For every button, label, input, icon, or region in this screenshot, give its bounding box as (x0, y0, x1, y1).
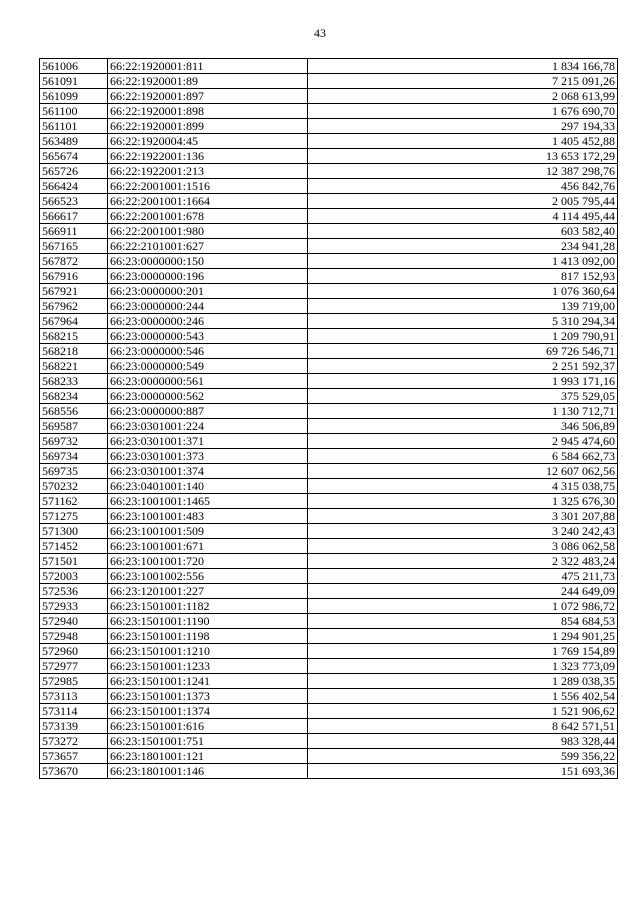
row-id-cell: 573670 (40, 764, 108, 779)
value-cell: 8 642 571,51 (308, 719, 618, 734)
row-id-cell: 567964 (40, 314, 108, 329)
cadastral-number-cell: 66:23:1001001:509 (108, 524, 308, 539)
table-row (40, 59, 618, 74)
table-row (40, 614, 618, 629)
cadastral-number-cell: 66:23:1501001:1241 (108, 674, 308, 689)
cadastral-number-cell: 66:23:0000000:562 (108, 389, 308, 404)
cadastral-number-cell: 66:22:2001001:1664 (108, 194, 308, 209)
row-id-cell: 568221 (40, 359, 108, 374)
cadastral-number-cell: 66:23:0000000:543 (108, 329, 308, 344)
row-id-cell: 572536 (40, 584, 108, 599)
cadastral-number-cell: 66:22:1920004:45 (108, 134, 308, 149)
cadastral-number-cell: 66:23:1501001:616 (108, 719, 308, 734)
row-id-cell: 572977 (40, 659, 108, 674)
row-id-cell: 566523 (40, 194, 108, 209)
cadastral-number-cell: 66:23:0301001:374 (108, 464, 308, 479)
row-id-cell: 571300 (40, 524, 108, 539)
row-id-cell: 573657 (40, 749, 108, 764)
table-row (40, 344, 618, 359)
table-row (40, 269, 618, 284)
table-row (40, 719, 618, 734)
row-id-cell: 573272 (40, 734, 108, 749)
cadastral-number-cell: 66:22:1920001:89 (108, 74, 308, 89)
value-cell: 1 521 906,62 (308, 704, 618, 719)
table-row (40, 164, 618, 179)
table-row (40, 599, 618, 614)
cadastral-number-cell: 66:23:1501001:1210 (108, 644, 308, 659)
value-cell: 4 114 495,44 (308, 209, 618, 224)
row-id-cell: 572003 (40, 569, 108, 584)
row-id-cell: 566911 (40, 224, 108, 239)
row-id-cell: 565726 (40, 164, 108, 179)
value-cell: 1 323 773,09 (308, 659, 618, 674)
row-id-cell: 561099 (40, 89, 108, 104)
value-cell: 234 941,28 (308, 239, 618, 254)
row-id-cell: 571452 (40, 539, 108, 554)
value-cell: 1 130 712,71 (308, 404, 618, 419)
table-row (40, 554, 618, 569)
row-id-cell: 572960 (40, 644, 108, 659)
value-cell: 297 194,33 (308, 119, 618, 134)
row-id-cell: 561006 (40, 59, 108, 74)
value-cell: 983 328,44 (308, 734, 618, 749)
value-cell: 3 240 242,43 (308, 524, 618, 539)
table-row (40, 449, 618, 464)
table-row (40, 644, 618, 659)
row-id-cell: 567921 (40, 284, 108, 299)
row-id-cell: 568215 (40, 329, 108, 344)
cadastral-number-cell: 66:22:2001001:678 (108, 209, 308, 224)
row-id-cell: 565674 (40, 149, 108, 164)
row-id-cell: 561091 (40, 74, 108, 89)
row-id-cell: 573139 (40, 719, 108, 734)
table-row (40, 419, 618, 434)
cadastral-number-cell: 66:23:1801001:146 (108, 764, 308, 779)
table-row (40, 569, 618, 584)
row-id-cell: 563489 (40, 134, 108, 149)
row-id-cell: 569587 (40, 419, 108, 434)
cadastral-number-cell: 66:23:0401001:140 (108, 479, 308, 494)
row-id-cell: 572933 (40, 599, 108, 614)
value-cell: 2 945 474,60 (308, 434, 618, 449)
table-row (40, 539, 618, 554)
row-id-cell: 571162 (40, 494, 108, 509)
table-row (40, 89, 618, 104)
row-id-cell: 572985 (40, 674, 108, 689)
value-cell: 6 584 662,73 (308, 449, 618, 464)
row-id-cell: 568556 (40, 404, 108, 419)
cadastral-number-cell: 66:23:0301001:224 (108, 419, 308, 434)
value-cell: 1 325 676,30 (308, 494, 618, 509)
table-row (40, 389, 618, 404)
table-row (40, 479, 618, 494)
row-id-cell: 573114 (40, 704, 108, 719)
value-cell: 3 086 062,58 (308, 539, 618, 554)
cadastral-number-cell: 66:22:2001001:980 (108, 224, 308, 239)
value-cell: 603 582,40 (308, 224, 618, 239)
value-cell: 1 294 901,25 (308, 629, 618, 644)
value-cell: 13 653 172,29 (308, 149, 618, 164)
value-cell: 1 289 038,35 (308, 674, 618, 689)
value-cell: 3 301 207,88 (308, 509, 618, 524)
row-id-cell: 571501 (40, 554, 108, 569)
table-row (40, 119, 618, 134)
value-cell: 1 413 092,00 (308, 254, 618, 269)
value-cell: 2 322 483,24 (308, 554, 618, 569)
cadastral-number-cell: 66:23:1501001:751 (108, 734, 308, 749)
value-cell: 346 506,89 (308, 419, 618, 434)
value-cell: 2 251 592,37 (308, 359, 618, 374)
row-id-cell: 567962 (40, 299, 108, 314)
cadastral-number-cell: 66:22:2001001:1516 (108, 179, 308, 194)
value-cell: 1 076 360,64 (308, 284, 618, 299)
value-cell: 456 842,76 (308, 179, 618, 194)
table-row (40, 134, 618, 149)
table-row (40, 284, 618, 299)
value-cell: 151 693,36 (308, 764, 618, 779)
row-id-cell: 566617 (40, 209, 108, 224)
table-row (40, 674, 618, 689)
value-cell: 375 529,05 (308, 389, 618, 404)
table-row (40, 239, 618, 254)
table-row (40, 104, 618, 119)
value-cell: 599 356,22 (308, 749, 618, 764)
table-row (40, 584, 618, 599)
table-row (40, 314, 618, 329)
cadastral-number-cell: 66:23:0000000:546 (108, 344, 308, 359)
cadastral-number-cell: 66:23:1501001:1233 (108, 659, 308, 674)
table-row (40, 404, 618, 419)
cadastral-number-cell: 66:22:1920001:898 (108, 104, 308, 119)
value-cell: 1 769 154,89 (308, 644, 618, 659)
row-id-cell: 561100 (40, 104, 108, 119)
table-row (40, 434, 618, 449)
value-cell: 1 209 790,91 (308, 329, 618, 344)
table-row (40, 209, 618, 224)
row-id-cell: 567165 (40, 239, 108, 254)
value-cell: 7 215 091,26 (308, 74, 618, 89)
cadastral-number-cell: 66:23:1801001:121 (108, 749, 308, 764)
table-row (40, 74, 618, 89)
table-row (40, 194, 618, 209)
cadastral-number-cell: 66:22:2101001:627 (108, 239, 308, 254)
cadastral-number-cell: 66:22:1920001:811 (108, 59, 308, 74)
value-cell: 1 072 986,72 (308, 599, 618, 614)
value-cell: 1 556 402,54 (308, 689, 618, 704)
value-cell: 1 993 171,16 (308, 374, 618, 389)
row-id-cell: 569734 (40, 449, 108, 464)
table-row (40, 464, 618, 479)
table-row (40, 374, 618, 389)
table-row (40, 359, 618, 374)
table-row (40, 659, 618, 674)
table-row (40, 509, 618, 524)
value-cell: 1 834 166,78 (308, 59, 618, 74)
cadastral-number-cell: 66:23:1501001:1373 (108, 689, 308, 704)
row-id-cell: 567916 (40, 269, 108, 284)
table-row (40, 149, 618, 164)
row-id-cell: 569732 (40, 434, 108, 449)
table-row (40, 524, 618, 539)
row-id-cell: 568233 (40, 374, 108, 389)
table-row (40, 689, 618, 704)
value-cell: 854 684,53 (308, 614, 618, 629)
table-row (40, 749, 618, 764)
row-id-cell: 568218 (40, 344, 108, 359)
row-id-cell: 573113 (40, 689, 108, 704)
table-row (40, 254, 618, 269)
cadastral-number-cell: 66:23:0301001:373 (108, 449, 308, 464)
table-row (40, 629, 618, 644)
table-row (40, 329, 618, 344)
cadastral-number-cell: 66:22:1922001:213 (108, 164, 308, 179)
cadastral-number-cell: 66:23:0000000:150 (108, 254, 308, 269)
cadastral-number-cell: 66:23:1501001:1182 (108, 599, 308, 614)
cadastral-number-cell: 66:22:1922001:136 (108, 149, 308, 164)
cadastral-number-cell: 66:23:1001002:556 (108, 569, 308, 584)
cadastral-number-cell: 66:23:1001001:1465 (108, 494, 308, 509)
row-id-cell: 572948 (40, 629, 108, 644)
row-id-cell: 572940 (40, 614, 108, 629)
cadastral-number-cell: 66:23:0000000:244 (108, 299, 308, 314)
cadastral-number-cell: 66:23:0000000:887 (108, 404, 308, 419)
table-row (40, 224, 618, 239)
value-cell: 1 676 690,70 (308, 104, 618, 119)
value-cell: 12 607 062,56 (308, 464, 618, 479)
cadastral-value-table (39, 58, 618, 779)
row-id-cell: 569735 (40, 464, 108, 479)
cadastral-number-cell: 66:23:1501001:1198 (108, 629, 308, 644)
table-body (40, 59, 618, 779)
cadastral-number-cell: 66:22:1920001:899 (108, 119, 308, 134)
cadastral-number-cell: 66:23:1001001:671 (108, 539, 308, 554)
table-row (40, 179, 618, 194)
value-cell: 4 315 038,75 (308, 479, 618, 494)
cadastral-number-cell: 66:23:1001001:483 (108, 509, 308, 524)
cadastral-number-cell: 66:23:0000000:246 (108, 314, 308, 329)
table-row (40, 299, 618, 314)
cadastral-number-cell: 66:23:1001001:720 (108, 554, 308, 569)
value-cell: 12 387 298,76 (308, 164, 618, 179)
value-cell: 475 211,73 (308, 569, 618, 584)
value-cell: 5 310 294,34 (308, 314, 618, 329)
value-cell: 2 005 795,44 (308, 194, 618, 209)
value-cell: 2 068 613,99 (308, 89, 618, 104)
cadastral-number-cell: 66:23:1201001:227 (108, 584, 308, 599)
table-row (40, 764, 618, 779)
row-id-cell: 567872 (40, 254, 108, 269)
cadastral-number-cell: 66:23:1501001:1190 (108, 614, 308, 629)
table-row (40, 734, 618, 749)
cadastral-number-cell: 66:23:0000000:201 (108, 284, 308, 299)
cadastral-number-cell: 66:23:1501001:1374 (108, 704, 308, 719)
value-cell: 244 649,09 (308, 584, 618, 599)
cadastral-number-cell: 66:23:0301001:371 (108, 434, 308, 449)
row-id-cell: 566424 (40, 179, 108, 194)
row-id-cell: 561101 (40, 119, 108, 134)
cadastral-number-cell: 66:23:0000000:549 (108, 359, 308, 374)
row-id-cell: 571275 (40, 509, 108, 524)
cadastral-number-cell: 66:23:0000000:196 (108, 269, 308, 284)
cadastral-number-cell: 66:22:1920001:897 (108, 89, 308, 104)
cadastral-number-cell: 66:23:0000000:561 (108, 374, 308, 389)
value-cell: 1 405 452,88 (308, 134, 618, 149)
row-id-cell: 570232 (40, 479, 108, 494)
row-id-cell: 568234 (40, 389, 108, 404)
value-cell: 69 726 546,71 (308, 344, 618, 359)
value-cell: 139 719,00 (308, 299, 618, 314)
table-row (40, 704, 618, 719)
value-cell: 817 152,93 (308, 269, 618, 284)
table-row (40, 494, 618, 509)
page-number: 43 (314, 26, 326, 40)
